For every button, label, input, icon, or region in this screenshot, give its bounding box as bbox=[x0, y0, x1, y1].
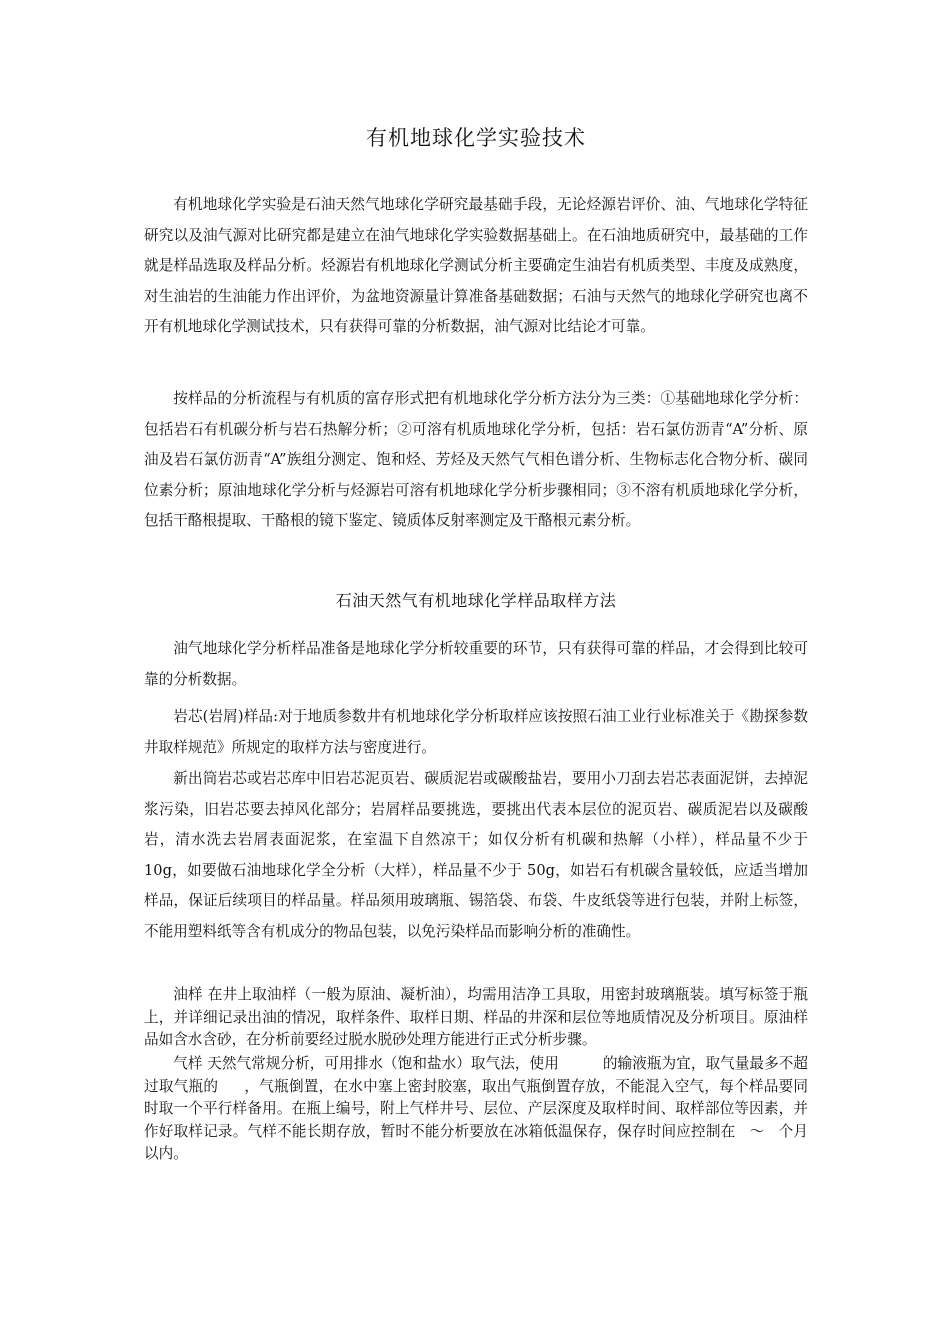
gas-text-part-2: 的输液瓶为宜，取气量最多不超过取气瓶的 bbox=[144, 1055, 808, 1095]
section-paragraph-3: 新出筒岩芯或岩芯库中旧岩芯泥页岩、碳质泥岩或碳酸盐岩，要用小刀刮去岩芯表面泥饼，去掉泥浆污染，旧岩芯要去掉风化部分；岩屑样品要挑选，要挑出代表本层位的泥页岩、碳质泥岩以及碳酸岩，清水洗去岩屑表面泥浆，在室温下自然凉干；如仅分析有机碳和热解（小样），样品量不少于 10g，如要做石油地球化学全分析（大样），样品量不少于 50g，如岩石有机碳含量较低，应适当增加样品，保证后续项目的样品量。样品须用玻璃瓶、锡箔袋、布袋、牛皮纸袋等进行包装，并附上标签，不能用塑料纸等含有机成分的物品包装，以免污染样品而影响分析的准确性。 bbox=[144, 770, 808, 940]
gas-text-part-4: 个月以内。 bbox=[144, 1122, 808, 1163]
oil-sample-paragraph: 油样 在井上取油样（一般为原油、凝析油），均需用洁净工具取，用密封玻璃瓶装。填写标签于瓶上，并详细记录出油的情况，取样条件、取样日期、样品的井深和层位等地质情况及分析项目。原油样品如含水含砂，在分析前要经过脱水脱砂处理方能进行正式分析步骤。 bbox=[144, 986, 808, 1049]
section-paragraph-2: 岩芯(岩屑)样品:对于地质参数井有机地球化学分析取样应该按照石油工业行业标准关于《勘探参数井取样规范》所规定的取样方法与密度进行。 bbox=[144, 708, 808, 756]
section-paragraph-1: 油气地球化学分析样品准备是地球化学分析较重要的环节，只有获得可靠的样品，才会得到比较可靠的分析数据。 bbox=[144, 640, 808, 688]
gas-text-tilde: ～ bbox=[749, 1122, 765, 1140]
gas-text-part-1: 气样 天然气常规分析，可用排水（饱和盐水）取气法，使用 bbox=[173, 1055, 559, 1072]
gas-text-part-3: ，气瓶倒置，在水中塞上密封胶塞，取出气瓶倒置存放，不能混入空气，每个样品要同时取一个平行样备用。在瓶上编号，附上气样井号、层位、产层深度及取样时间、取样部位等因素，并作好取样记录。气样不能长期存放，暂时不能分析要放在冰箱低温保存，保存时间应控制在 bbox=[144, 1077, 808, 1140]
intro-paragraph-2: 按样品的分析流程与有机质的富存形式把有机地球化学分析方法分为三类：①基础地球化学分析：包括岩石有机碳分析与岩石热解分析；②可溶有机质地球化学分析，包括：岩石氯仿沥青“A”分析、原油及岩石氯仿沥青“A”族组分测定、饱和烃、芳烃及天然气气相色谱分析、生物标志化合物分析、碳同位素分析；原油地球化学分析与烃源岩可溶有机地球化学分析步骤相同；③不溶有机质地球化学分析，包括干酪根提取、干酪根的镜下鉴定、镜质体反射率测定及干酪根元素分析。 bbox=[144, 390, 808, 530]
document-title: 有机地球化学实验技术 bbox=[366, 126, 586, 150]
gas-sample-paragraph bbox=[144, 1053, 808, 1166]
section-heading: 石油天然气有机地球化学样品取样方法 bbox=[335, 591, 617, 610]
intro-paragraph-1: 有机地球化学实验是石油天然气地球化学研究最基础手段，无论烃源岩评价、油、气地球化学特征研究以及油气源对比研究都是建立在油气地球化学实验数据基础上。在石油地质研究中，最基础的工作就是样品选取及样品分析。烃源岩有机地球化学测试分析主要确定生油岩有机质类型、丰度及成熟度，对生油岩的生油能力作出评价，为盆地资源量计算准备基础数据；石油与天然气的地球化学研究也离不开有机地球化学测试技术，只有获得可靠的分析数据，油气源对比结论才可靠。 bbox=[144, 196, 808, 336]
